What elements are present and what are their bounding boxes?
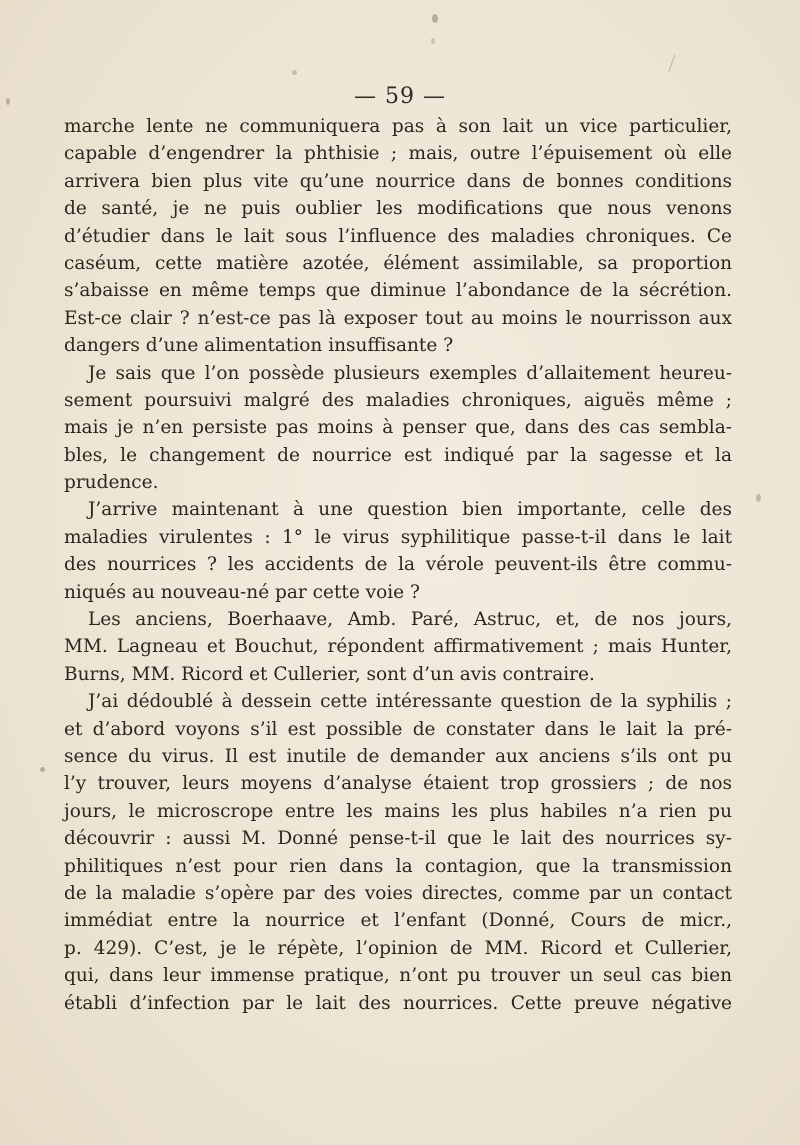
text-line: et d’abord voyons s’il est possible de constater dans le lait la pré- [64, 718, 732, 740]
text-line: dangers d’une alimentation insuffisante ? [64, 335, 454, 357]
text-line: de santé, je ne puis oublier les modifications que nous venons [64, 198, 732, 220]
text-line: Est-ce clair ? n’est-ce pas là exposer tout au moins le nourrisson aux [64, 307, 732, 329]
text-line: l’y trouver, leurs moyens d’analyse étaient trop grossiers ; de nos [64, 773, 732, 795]
text-line: qui, dans leur immense pratique, n’ont pu trouver un seul cas bien [64, 965, 732, 987]
text-line: marche lente ne communiquera pas à son lait un vice particulier, [64, 116, 732, 137]
pencil-mark [668, 55, 684, 76]
paragraph [64, 606, 732, 688]
text-line: philitiques n’est pour rien dans la contagion, que la transmission [64, 855, 732, 877]
text-line: mais je n’en persiste pas moins à penser que, dans des cas sembla- [64, 417, 732, 439]
text-line: sence du virus. Il est inutile de demander aux anciens s’ils ont pu [64, 745, 732, 767]
text-line: établi d’infection par le lait des nourrices. Cette preuve négative [64, 992, 732, 1014]
text-line: J’arrive maintenant à une question bien importante, celle des [88, 499, 732, 521]
text-line: bles, le changement de nourrice est indiqué par la sagesse et la [64, 444, 732, 466]
ink-spot [40, 767, 45, 772]
paragraph [64, 360, 732, 497]
text-line: prudence. [64, 472, 159, 494]
page-number: — 59 — [354, 84, 446, 109]
text-line: immédiat entre la nourrice et l’enfant (Donné, Cours de micr., [64, 910, 732, 932]
body-text [64, 113, 732, 1017]
text-line: Je sais que l’on possède plusieurs exemples d’allaitement heureu- [88, 362, 732, 384]
paragraph [64, 113, 732, 360]
text-line: sement poursuivi malgré des maladies chroniques, aiguës même ; [64, 389, 732, 411]
text-line: d’étudier dans le lait sous l’influence des maladies chroniques. Ce [64, 225, 732, 247]
paragraph [64, 688, 732, 1017]
text-line: découvrir : aussi M. Donné pense-t-il que le lait des nourrices sy- [64, 828, 732, 850]
text-line: p. 429). C’est, je le répète, l’opinion de MM. Ricord et Cullerier, [64, 937, 732, 959]
paragraph [64, 496, 732, 606]
text-line: arrivera bien plus vite qu’une nourrice dans de bonnes conditions [64, 170, 732, 192]
text-line: Les anciens, Boerhaave, Amb. Paré, Astruc, et, de nos jours, [88, 609, 732, 631]
ink-spot [756, 494, 761, 502]
ink-spot [292, 70, 297, 75]
text-line: de la maladie s’opère par des voies directes, comme par un contact [64, 882, 732, 904]
text-line: niqués au nouveau-né par cette voie ? [64, 581, 420, 603]
ink-spot [431, 38, 435, 44]
text-line: Burns, MM. Ricord et Cullerier, sont d’un avis contraire. [64, 663, 595, 685]
text-line: maladies virulentes : 1° le virus syphilitique passe-t-il dans le lait [64, 526, 732, 548]
text-line: MM. Lagneau et Bouchut, répondent affirmativement ; mais Hunter, [64, 636, 732, 658]
text-line: jours, le microscrope entre les mains les plus habiles n’a rien pu [64, 800, 732, 822]
text-line: J’ai dédoublé à dessein cette intéressante question de la syphilis ; [88, 691, 732, 713]
text-line: s’abaisse en même temps que diminue l’abondance de la sécrétion. [64, 280, 732, 302]
text-line: caséum, cette matière azotée, élément assimilable, sa proportion [64, 252, 732, 274]
ink-spot [432, 14, 438, 23]
text-line: capable d’engendrer la phthisie ; mais, outre l’épuisement où elle [64, 143, 732, 165]
text-line: des nourrices ? les accidents de la vérole peuvent-ils être commu- [64, 554, 732, 576]
